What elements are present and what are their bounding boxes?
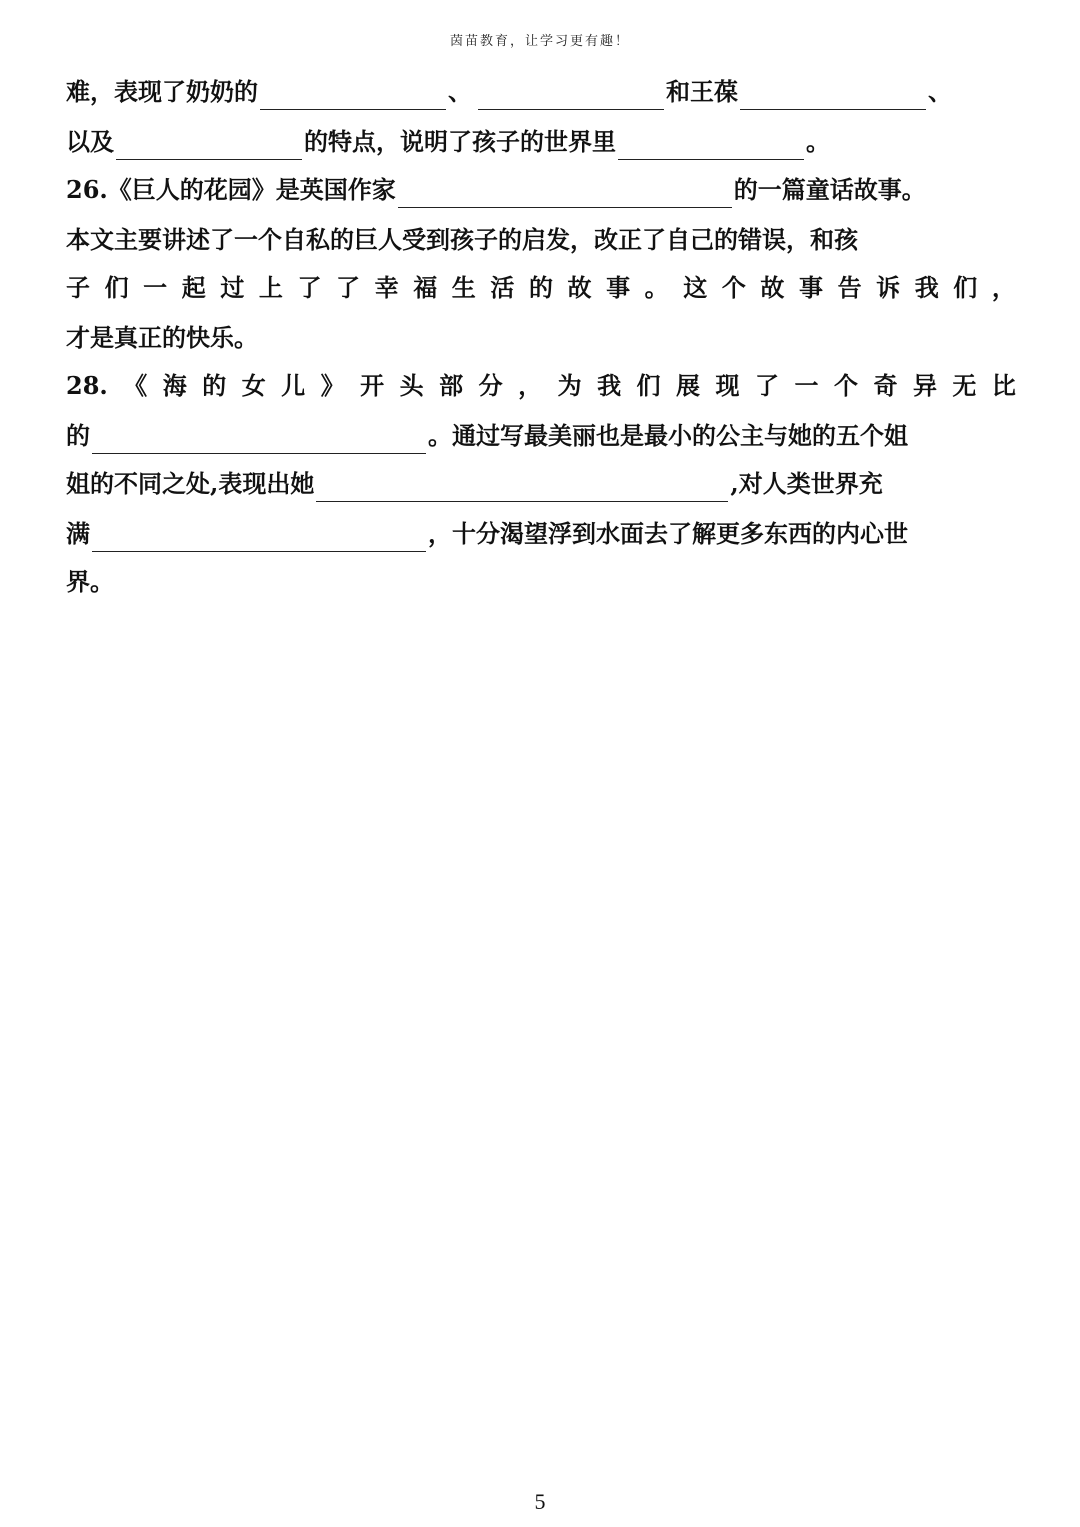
text-line-2 (66, 124, 1016, 160)
text-line-10 (66, 516, 1016, 552)
answer-blank-1[interactable] (260, 83, 446, 110)
line7-char: 》 (320, 371, 345, 400)
line5-char: 生 (451, 273, 476, 302)
line7-char: 海 (162, 371, 187, 400)
line2-text-c: 。 (806, 127, 830, 156)
line1-text-b: 、 (448, 77, 472, 106)
line5-char: 幸 (374, 273, 399, 302)
line7-char: ， (518, 371, 543, 400)
line7-char: 女 (241, 371, 266, 400)
line5-char: 个 (721, 273, 746, 302)
line7-char: 比 (991, 371, 1016, 400)
line5-char: 事 (606, 273, 631, 302)
line5-char: 过 (220, 273, 245, 302)
line2-text-a: 以及 (66, 127, 114, 156)
line5-char: 这 (683, 273, 708, 302)
line5-char: 子 (66, 273, 90, 302)
line5-char: 福 (413, 273, 438, 302)
line9-text-a: 姐的不同之处,表现出她 (66, 469, 315, 498)
line5-char: 事 (798, 273, 823, 302)
line5-char: 我 (914, 273, 939, 302)
text-line-9 (66, 466, 1016, 502)
line7-char: 一 (794, 371, 819, 400)
line1-text-c: 和王葆 (666, 77, 738, 106)
line9-text-b: ,对人类世界充 (730, 469, 883, 498)
line10-text-b: ，十分渴望浮到水面去了解更多东西的内心世 (428, 519, 908, 548)
line7-char: 无 (952, 371, 977, 400)
line7-char: 我 (597, 371, 622, 400)
line7-char: 异 (912, 371, 937, 400)
answer-blank-2[interactable] (478, 83, 664, 110)
answer-blank-her-trait[interactable] (316, 475, 728, 502)
line5-char: 们 (953, 273, 978, 302)
line7-char: 了 (755, 371, 779, 400)
line5-char: 。 (644, 273, 669, 302)
line8-text-b: 。通过写最美丽也是最小的公主与她的五个姐 (428, 421, 908, 450)
line5-char: 一 (143, 273, 168, 302)
line5-char: 告 (837, 273, 862, 302)
line5-char: 们 (104, 273, 129, 302)
line5-char: 上 (258, 273, 283, 302)
line1-text-a: 难，表现了奶奶的 (66, 77, 258, 106)
line7-char: 展 (676, 371, 701, 400)
answer-blank-full-of[interactable] (92, 525, 426, 552)
line11-text: 界。 (66, 567, 114, 596)
line6-text: 才是真正的快乐。 (66, 323, 258, 352)
answer-blank-3[interactable] (740, 83, 926, 110)
line7-char: 分 (478, 371, 503, 400)
page-number: 5 (534, 1489, 546, 1514)
line5-char: 了 (297, 273, 322, 302)
line7-char: 奇 (873, 371, 898, 400)
line5-char: 故 (760, 273, 785, 302)
answer-blank-4[interactable] (116, 133, 302, 160)
question-28-line (66, 368, 1016, 404)
text-line-8 (66, 418, 1016, 454)
line7-char: 的 (202, 371, 227, 400)
line5-char: 诉 (876, 273, 901, 302)
line7-char: 开 (360, 371, 385, 400)
line3-text-b: 的一篇童话故事。 (733, 175, 926, 204)
line7-char: 头 (399, 371, 424, 400)
text-line-11 (66, 564, 1016, 600)
line7-char: 们 (636, 371, 661, 400)
line8-text-a: 的 (66, 421, 90, 450)
page-header: 茵苗教育，让学习更有趣！ (449, 34, 630, 49)
line7-char: 28. (66, 371, 108, 400)
line5-char: 起 (181, 273, 206, 302)
line1-text-d: 、 (928, 77, 952, 106)
line4-text: 本文主要讲述了一个自私的巨人受到孩子的启发，改正了自己的错误，和孩 (66, 225, 858, 254)
text-line-4 (66, 222, 1016, 258)
line5-char: 的 (528, 273, 553, 302)
line7-char: 部 (439, 371, 464, 400)
line5-char: 活 (490, 273, 515, 302)
text-line-6 (66, 320, 1016, 356)
line5-char: ， (991, 273, 1016, 302)
line7-char: 《 (123, 371, 148, 400)
text-line-1 (66, 74, 1016, 110)
line10-text-a: 满 (66, 519, 90, 548)
line3-text-a: 26.《巨人的花园》是英国作家 (66, 175, 396, 204)
line2-text-b: 的特点，说明了孩子的世界里 (304, 127, 616, 156)
question-26-line (66, 172, 1016, 208)
line7-char: 个 (833, 371, 858, 400)
line7-char: 儿 (281, 371, 306, 400)
line5-char: 了 (336, 273, 361, 302)
text-line-5 (66, 270, 1016, 306)
answer-blank-author[interactable] (398, 181, 732, 208)
answer-blank-world[interactable] (92, 427, 426, 454)
line7-char: 为 (557, 371, 582, 400)
line7-char: 现 (715, 371, 740, 400)
answer-blank-5[interactable] (618, 133, 804, 160)
line5-char: 故 (567, 273, 592, 302)
